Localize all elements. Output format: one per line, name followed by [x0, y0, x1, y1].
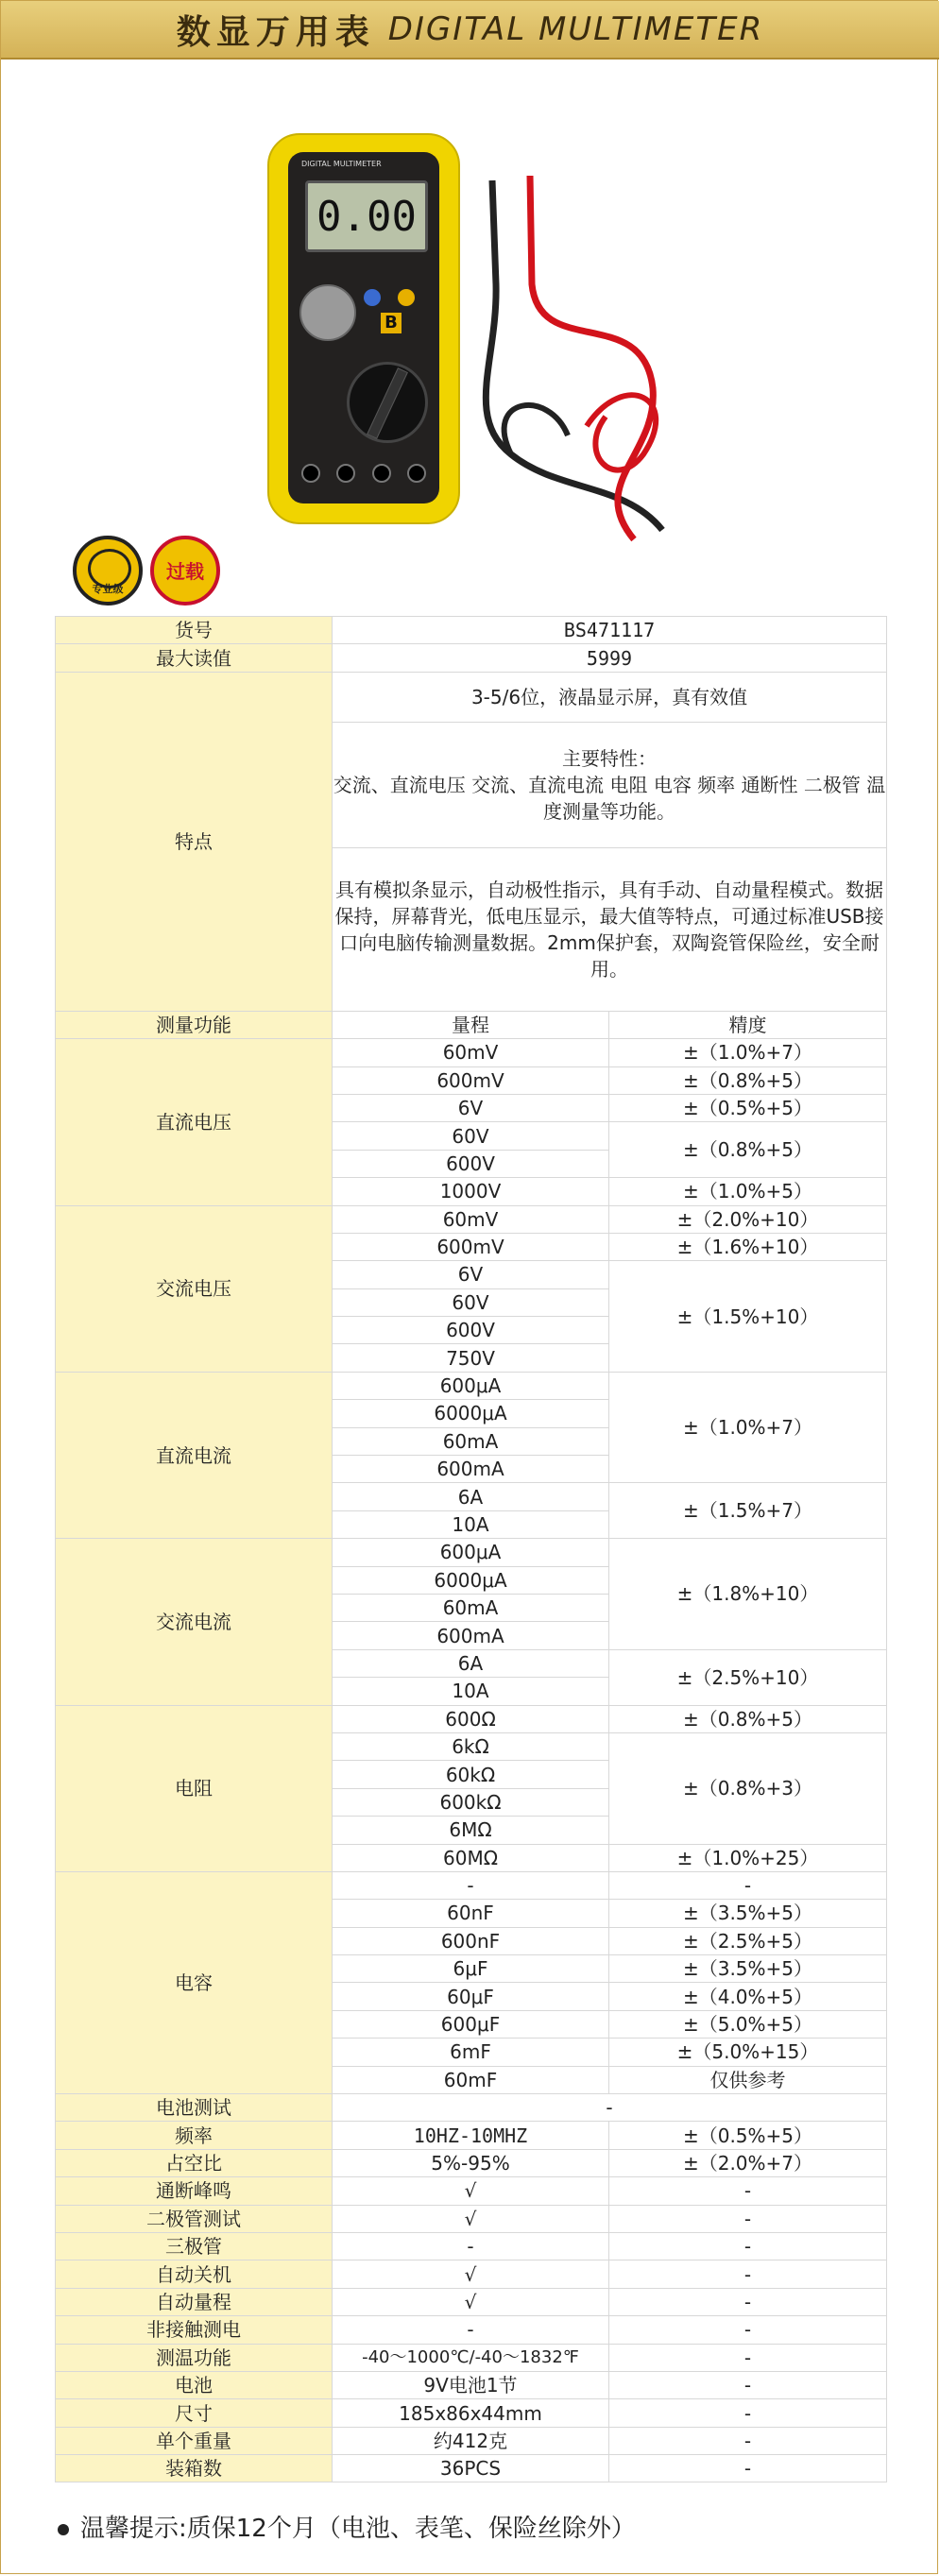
range-cell: 6V — [333, 1094, 609, 1121]
misc-value: 约412克 — [333, 2427, 609, 2454]
table-row — [56, 1539, 887, 1566]
range-cell: 6000μA — [333, 1400, 609, 1427]
accuracy-cell: ±（0.8%+5） — [609, 1122, 887, 1178]
range-cell: 60μF — [333, 1983, 609, 2010]
range-cell: 60mV — [333, 1039, 609, 1066]
feature-line: 3-5/6位，液晶显示屏，真有效值 — [333, 672, 887, 722]
dcv-label: 直流电压 — [56, 1039, 333, 1205]
table-row — [56, 1011, 887, 1038]
range-cell: 60V — [333, 1122, 609, 1150]
misc-value: 9V电池1节 — [333, 2371, 609, 2398]
table-row — [56, 1372, 887, 1399]
range-cell: 600V — [333, 1317, 609, 1344]
accuracy-cell: ±（0.8%+5） — [609, 1066, 887, 1094]
misc-value: √ — [333, 2205, 609, 2232]
acv-label: 交流电压 — [56, 1205, 333, 1372]
brand-logo-icon: B — [381, 313, 402, 333]
overload-badge — [150, 536, 220, 606]
multimeter-image — [267, 133, 460, 524]
blue-button-icon — [364, 289, 381, 306]
accuracy-cell: 仅供参考 — [609, 2066, 887, 2093]
misc-label: 非接触测电 — [56, 2316, 333, 2344]
misc-accuracy: - — [609, 2316, 887, 2344]
misc-accuracy: - — [609, 2232, 887, 2260]
model-no-value: BS471117 — [333, 617, 887, 644]
accuracy-cell: ±（3.5%+5） — [609, 1955, 887, 1983]
range-cell: 750V — [333, 1344, 609, 1372]
page-header — [1, 1, 939, 60]
range-cell: 600mA — [333, 1456, 609, 1483]
misc-label: 电池测试 — [56, 2094, 333, 2122]
range-header: 量程 — [333, 1011, 609, 1038]
warranty-note — [58, 2509, 636, 2544]
range-cell: 600mA — [333, 1622, 609, 1649]
table-row — [56, 672, 887, 722]
misc-value: √ — [333, 2177, 609, 2205]
range-cell: 6V — [333, 1261, 609, 1288]
misc-accuracy: - — [609, 2205, 887, 2232]
table-row — [56, 2177, 887, 2205]
accuracy-cell: ±（0.5%+5） — [609, 1094, 887, 1121]
range-cell: 6A — [333, 1649, 609, 1677]
table-row — [56, 2455, 887, 2482]
accuracy-cell: ±（4.0%+5） — [609, 1983, 887, 2010]
range-cell: 60mA — [333, 1594, 609, 1621]
table-row — [56, 2205, 887, 2232]
yellow-button-icon — [398, 289, 415, 306]
range-cell: 6A — [333, 1483, 609, 1510]
misc-accuracy: - — [609, 2371, 887, 2398]
range-cell: 6μF — [333, 1955, 609, 1983]
accuracy-cell: ±（5.0%+15） — [609, 2039, 887, 2066]
range-cell: 60MΩ — [333, 1844, 609, 1871]
range-cell: 600kΩ — [333, 1788, 609, 1816]
misc-label: 尺寸 — [56, 2399, 333, 2427]
probe-jacks — [301, 464, 426, 483]
accuracy-cell: ±（1.0%+7） — [609, 1372, 887, 1483]
misc-value: √ — [333, 2288, 609, 2315]
max-reading-label: 最大读值 — [56, 644, 333, 672]
misc-accuracy: ±（2.0%+7） — [609, 2149, 887, 2176]
range-cell: 60nF — [333, 1900, 609, 1927]
misc-accuracy: - — [609, 2344, 887, 2371]
table-row — [56, 2288, 887, 2315]
misc-label: 装箱数 — [56, 2455, 333, 2482]
accuracy-cell: ±（0.8%+3） — [609, 1732, 887, 1844]
table-row — [56, 2094, 887, 2122]
accuracy-cell: ±（5.0%+5） — [609, 2010, 887, 2038]
misc-label: 自动关机 — [56, 2260, 333, 2288]
cap-label: 电容 — [56, 1871, 333, 2093]
accuracy-cell: ±（1.5%+7） — [609, 1483, 887, 1539]
misc-label: 自动量程 — [56, 2288, 333, 2315]
max-reading-value: 5999 — [333, 644, 887, 672]
jack-icon — [336, 464, 355, 483]
table-row — [56, 2316, 887, 2344]
accuracy-cell: ±（1.5%+10） — [609, 1261, 887, 1373]
accuracy-cell: ±（0.8%+5） — [609, 1705, 887, 1732]
header-title-en: DIGITAL MULTIMETER — [387, 10, 764, 48]
functions-header: 测量功能 — [56, 1011, 333, 1038]
table-row — [56, 2122, 887, 2149]
misc-value: - — [333, 2316, 609, 2344]
misc-label: 频率 — [56, 2122, 333, 2149]
range-cell: 60V — [333, 1288, 609, 1316]
aca-label: 交流电流 — [56, 1539, 333, 1705]
range-cell: 6000μA — [333, 1566, 609, 1594]
table-row — [56, 644, 887, 672]
range-cell: 60mV — [333, 1205, 609, 1233]
meter-face — [288, 152, 439, 503]
misc-value: 10HZ-10MHZ — [333, 2122, 609, 2149]
product-image-area — [1, 67, 939, 539]
misc-value: 5%-95% — [333, 2149, 609, 2176]
table-row — [56, 2399, 887, 2427]
header-title-cn: 数显万用表 — [176, 12, 375, 52]
range-cell: 6mF — [333, 2039, 609, 2066]
range-cell: 60mA — [333, 1427, 609, 1455]
accuracy-cell: ±（1.8%+10） — [609, 1539, 887, 1650]
misc-accuracy: - — [609, 2427, 887, 2454]
accuracy-cell: ±（2.5%+10） — [609, 1649, 887, 1705]
table-row — [56, 2149, 887, 2176]
range-cell: 600Ω — [333, 1705, 609, 1732]
rotary-dial-icon — [347, 362, 428, 443]
lcd-display: 0.00 — [305, 180, 428, 252]
accuracy-cell: ±（2.0%+10） — [609, 1205, 887, 1233]
table-row — [56, 2232, 887, 2260]
range-cell: 6kΩ — [333, 1732, 609, 1760]
jack-icon — [301, 464, 320, 483]
range-cell: - — [333, 1871, 609, 1899]
range-cell: 60mF — [333, 2066, 609, 2093]
range-cell: 6MΩ — [333, 1817, 609, 1844]
misc-label: 电池 — [56, 2371, 333, 2398]
accuracy-cell: ±（1.6%+10） — [609, 1233, 887, 1260]
misc-label: 三极管 — [56, 2232, 333, 2260]
misc-value: 36PCS — [333, 2455, 609, 2482]
table-row — [56, 1871, 887, 1899]
table-row — [56, 1205, 887, 1233]
accuracy-cell: - — [609, 1871, 887, 1899]
accuracy-cell: ±（1.0%+7） — [609, 1039, 887, 1066]
misc-accuracy: - — [609, 2399, 887, 2427]
misc-value: - — [333, 2232, 609, 2260]
model-no-label: 货号 — [56, 617, 333, 644]
res-label: 电阻 — [56, 1705, 333, 1871]
badge-text: 过载 — [166, 560, 204, 583]
range-cell: 600mV — [333, 1233, 609, 1260]
table-row — [56, 2427, 887, 2454]
spec-table — [55, 616, 887, 2482]
table-row — [56, 2371, 887, 2398]
jack-icon — [407, 464, 426, 483]
badge-text: 专业级 — [92, 583, 124, 595]
red-lead-icon — [530, 176, 653, 539]
feature-main — [333, 722, 887, 847]
misc-value: - — [333, 2094, 887, 2122]
range-cell: 600μA — [333, 1539, 609, 1566]
misc-accuracy: - — [609, 2455, 887, 2482]
range-cell: 600μA — [333, 1372, 609, 1399]
table-row — [56, 2260, 887, 2288]
range-cell: 600V — [333, 1150, 609, 1177]
misc-label: 通断峰鸣 — [56, 2177, 333, 2205]
misc-label: 测温功能 — [56, 2344, 333, 2371]
bullet-icon — [58, 2524, 69, 2535]
misc-accuracy: - — [609, 2288, 887, 2315]
accuracy-cell: ±（1.0%+5） — [609, 1178, 887, 1205]
feature-detail: 具有模拟条显示，自动极性指示，具有手动、自动量程模式。数据保持，屏幕背光，低电压显示，最大值等特点，可通过标准USB接口向电脑传输测量数据。2mm保护套，双陶瓷管保险丝，安全耐用。 — [333, 847, 887, 1011]
warranty-text: 温馨提示:质保12个月（电池、表笔、保险丝除外） — [80, 2515, 636, 2543]
feature-list: 交流、直流电压 交流、直流电流 电阻 电容 频率 通断性 二极管 温度测量等功能。 — [333, 773, 886, 823]
range-cell: 1000V — [333, 1178, 609, 1205]
accuracy-cell: ±（2.5%+5） — [609, 1927, 887, 1954]
misc-value: 185x86x44mm — [333, 2399, 609, 2427]
professional-badge — [73, 536, 143, 606]
range-cell: 60kΩ — [333, 1761, 609, 1788]
table-row — [56, 2344, 887, 2371]
misc-accuracy: - — [609, 2260, 887, 2288]
misc-value: √ — [333, 2260, 609, 2288]
range-cell: 10A — [333, 1678, 609, 1705]
misc-value: -40～1000℃/-40～1832℉ — [333, 2344, 609, 2371]
accuracy-cell: ±（3.5%+5） — [609, 1900, 887, 1927]
dca-label: 直流电流 — [56, 1372, 333, 1538]
feature-title: 主要特性： — [562, 746, 657, 770]
misc-label: 单个重量 — [56, 2427, 333, 2454]
meter-model-label: DIGITAL MULTIMETER — [301, 160, 382, 168]
accuracy-cell: ±（1.0%+25） — [609, 1844, 887, 1871]
table-row — [56, 1705, 887, 1732]
range-cell: 10A — [333, 1510, 609, 1538]
features-label: 特点 — [56, 672, 333, 1011]
dpad-icon — [299, 284, 356, 341]
table-row — [56, 1039, 887, 1066]
misc-label: 二极管测试 — [56, 2205, 333, 2232]
range-cell: 600mV — [333, 1066, 609, 1094]
misc-label: 占空比 — [56, 2149, 333, 2176]
misc-accuracy: - — [609, 2177, 887, 2205]
range-cell: 600μF — [333, 2010, 609, 2038]
range-cell: 600nF — [333, 1927, 609, 1954]
misc-accuracy: ±（0.5%+5） — [609, 2122, 887, 2149]
table-row — [56, 617, 887, 644]
accuracy-header: 精度 — [609, 1011, 887, 1038]
dial-knob — [367, 367, 408, 439]
jack-icon — [372, 464, 391, 483]
test-leads-image — [473, 171, 691, 568]
